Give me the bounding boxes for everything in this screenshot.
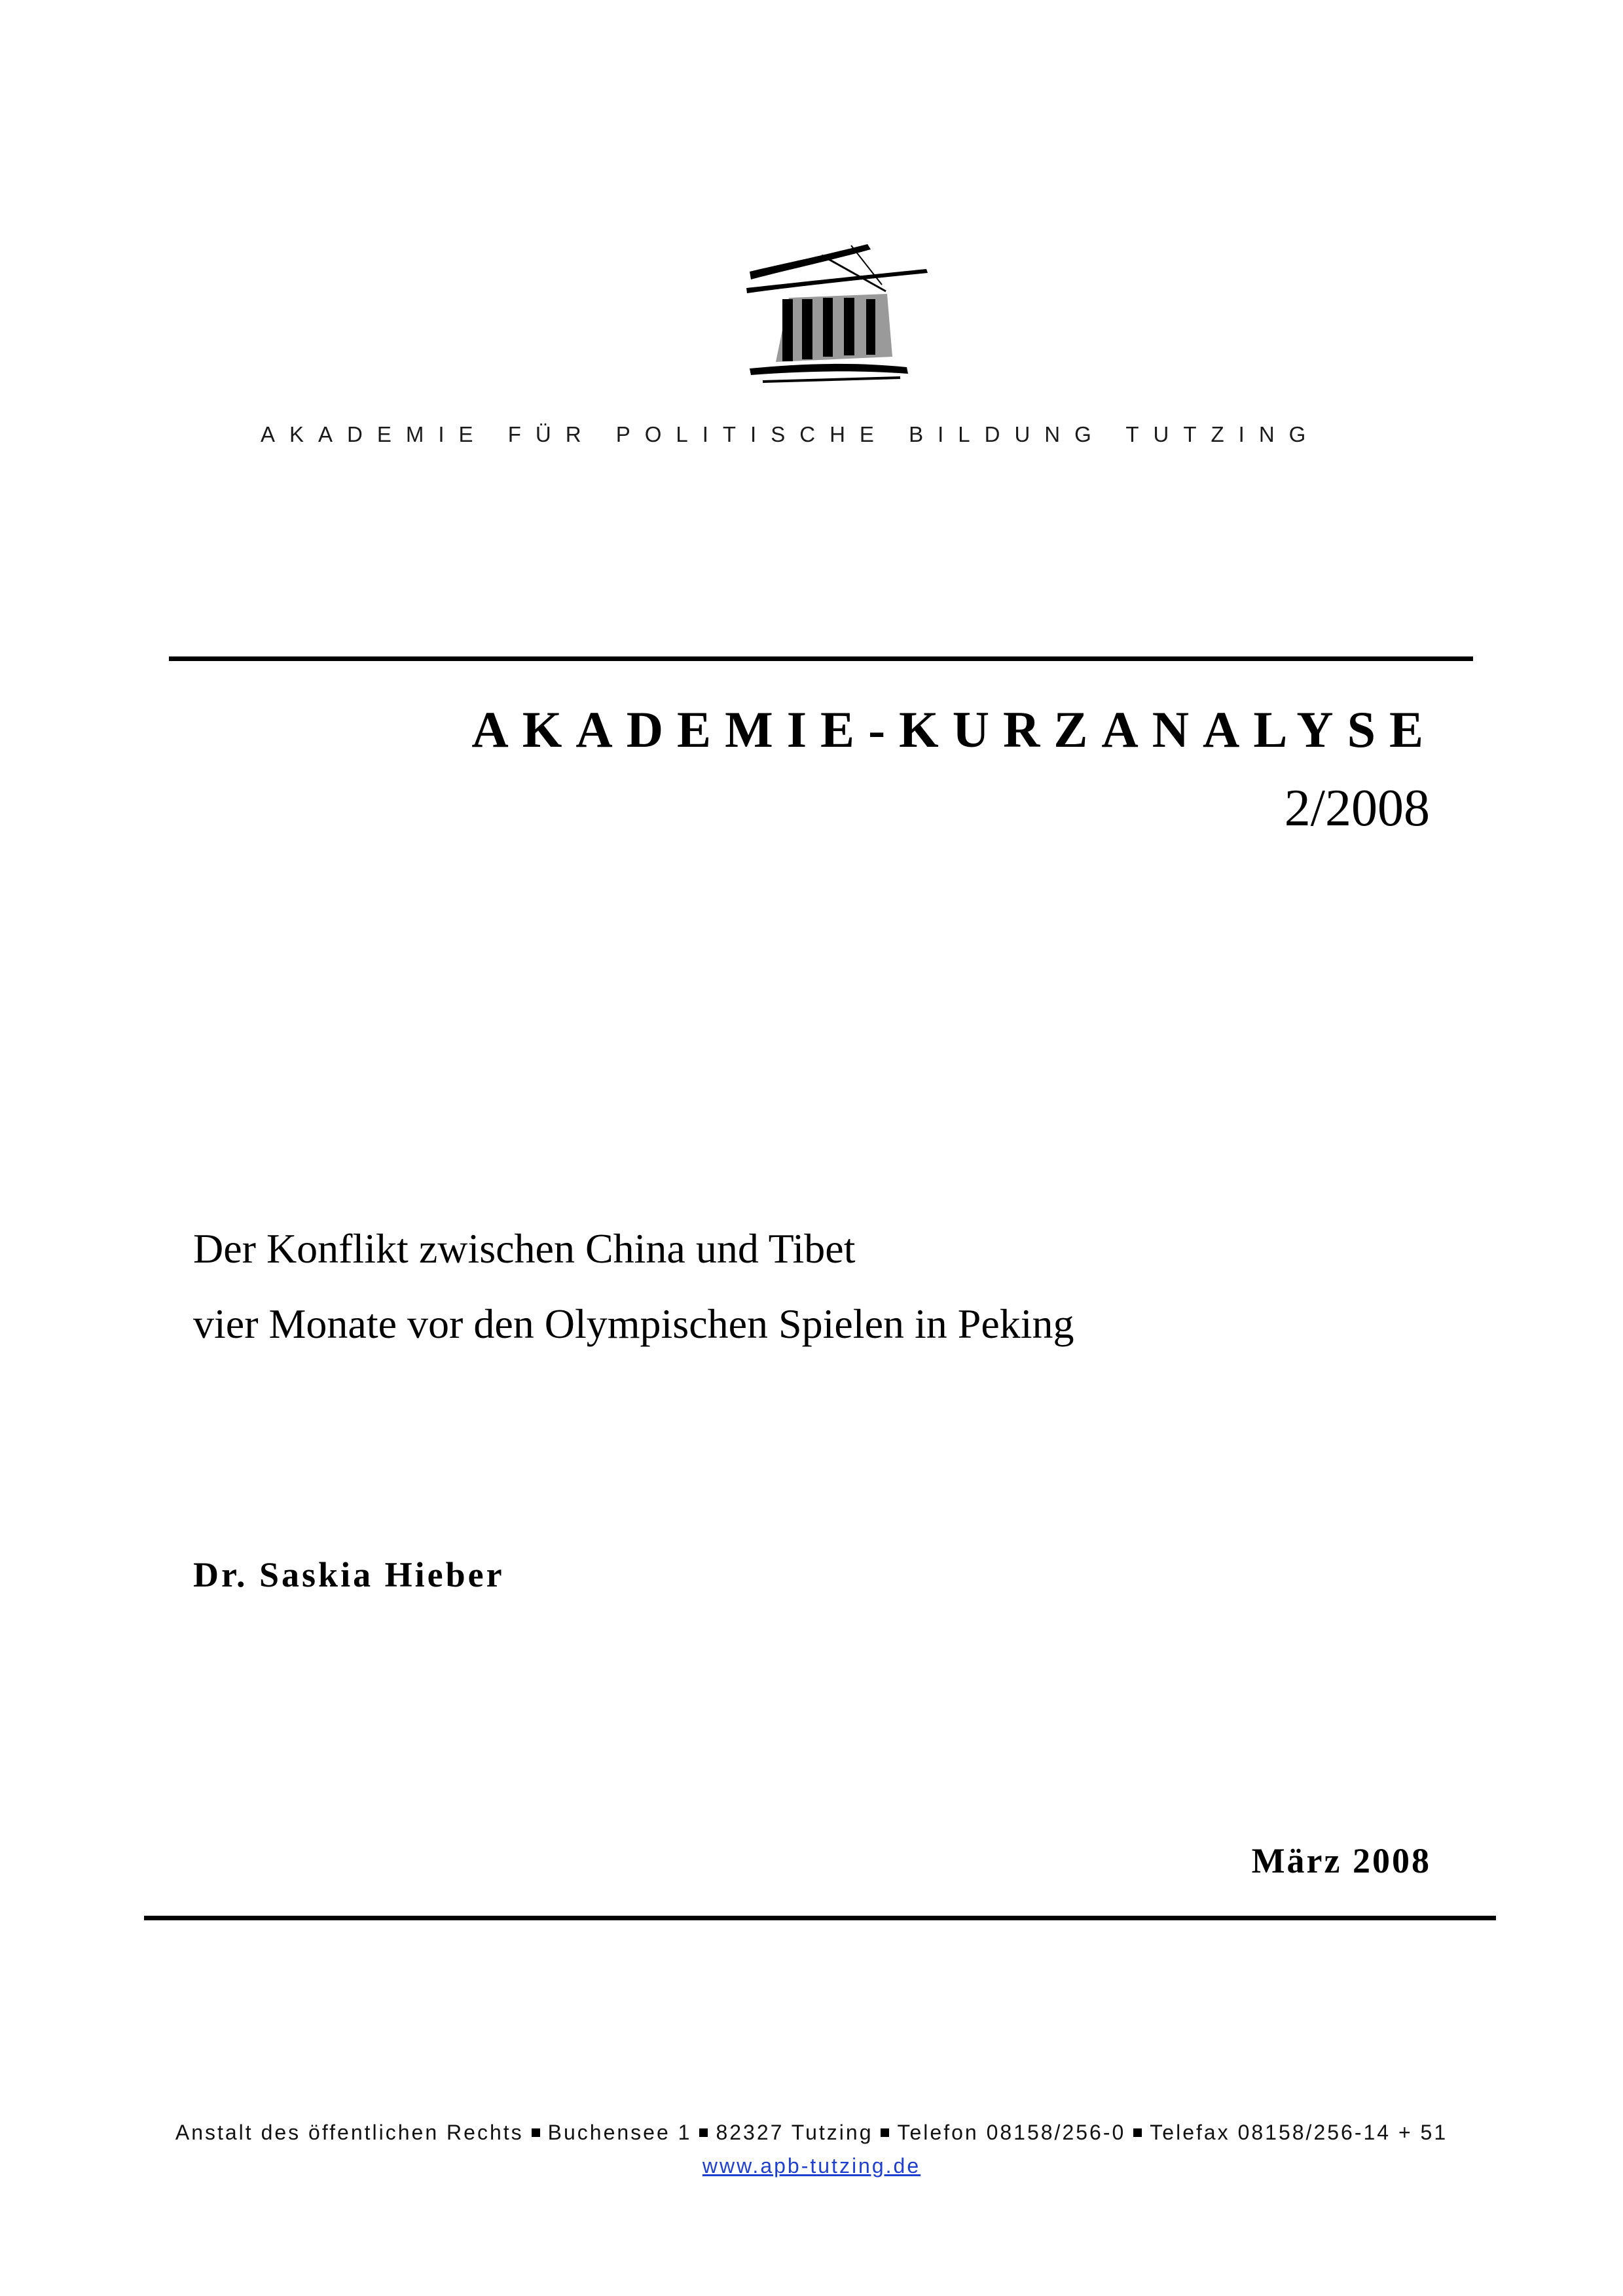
footer-phone: Telefon 08158/256-0	[897, 2121, 1126, 2144]
issue-number: 2/2008	[1284, 780, 1430, 837]
square-bullet-icon	[532, 2128, 540, 2137]
square-bullet-icon	[1133, 2128, 1142, 2137]
bottom-divider	[144, 1916, 1496, 1920]
top-divider	[169, 656, 1473, 661]
document-title-line-2: vier Monate vor den Olympischen Spielen in Peking	[193, 1300, 1074, 1347]
document-title	[193, 1211, 1074, 1361]
academy-logo	[737, 226, 933, 389]
document-title-line-1: Der Konflikt zwischen China und Tibet	[193, 1225, 856, 1272]
publication-date: März 2008	[1251, 1841, 1431, 1880]
footer-street: Buchensee 1	[547, 2121, 692, 2144]
square-bullet-icon	[699, 2128, 708, 2137]
footer-contact-line	[0, 2121, 1623, 2145]
website-link[interactable]: www.apb-tutzing.de	[702, 2154, 921, 2178]
square-bullet-icon	[881, 2128, 889, 2137]
footer	[0, 2121, 1623, 2178]
footer-city: 82327 Tutzing	[716, 2121, 873, 2144]
institution-name: AKADEMIE FÜR POLITISCHE BILDUNG TUTZING	[261, 422, 1321, 446]
series-title: AKADEMIE-KURZANALYSE	[471, 701, 1437, 758]
footer-fax: Telefax 08158/256-14 + 51	[1150, 2121, 1448, 2144]
author-name: Dr. Saskia Hieber	[193, 1555, 505, 1594]
footer-legal-form: Anstalt des öffentlichen Rechts	[175, 2121, 524, 2144]
